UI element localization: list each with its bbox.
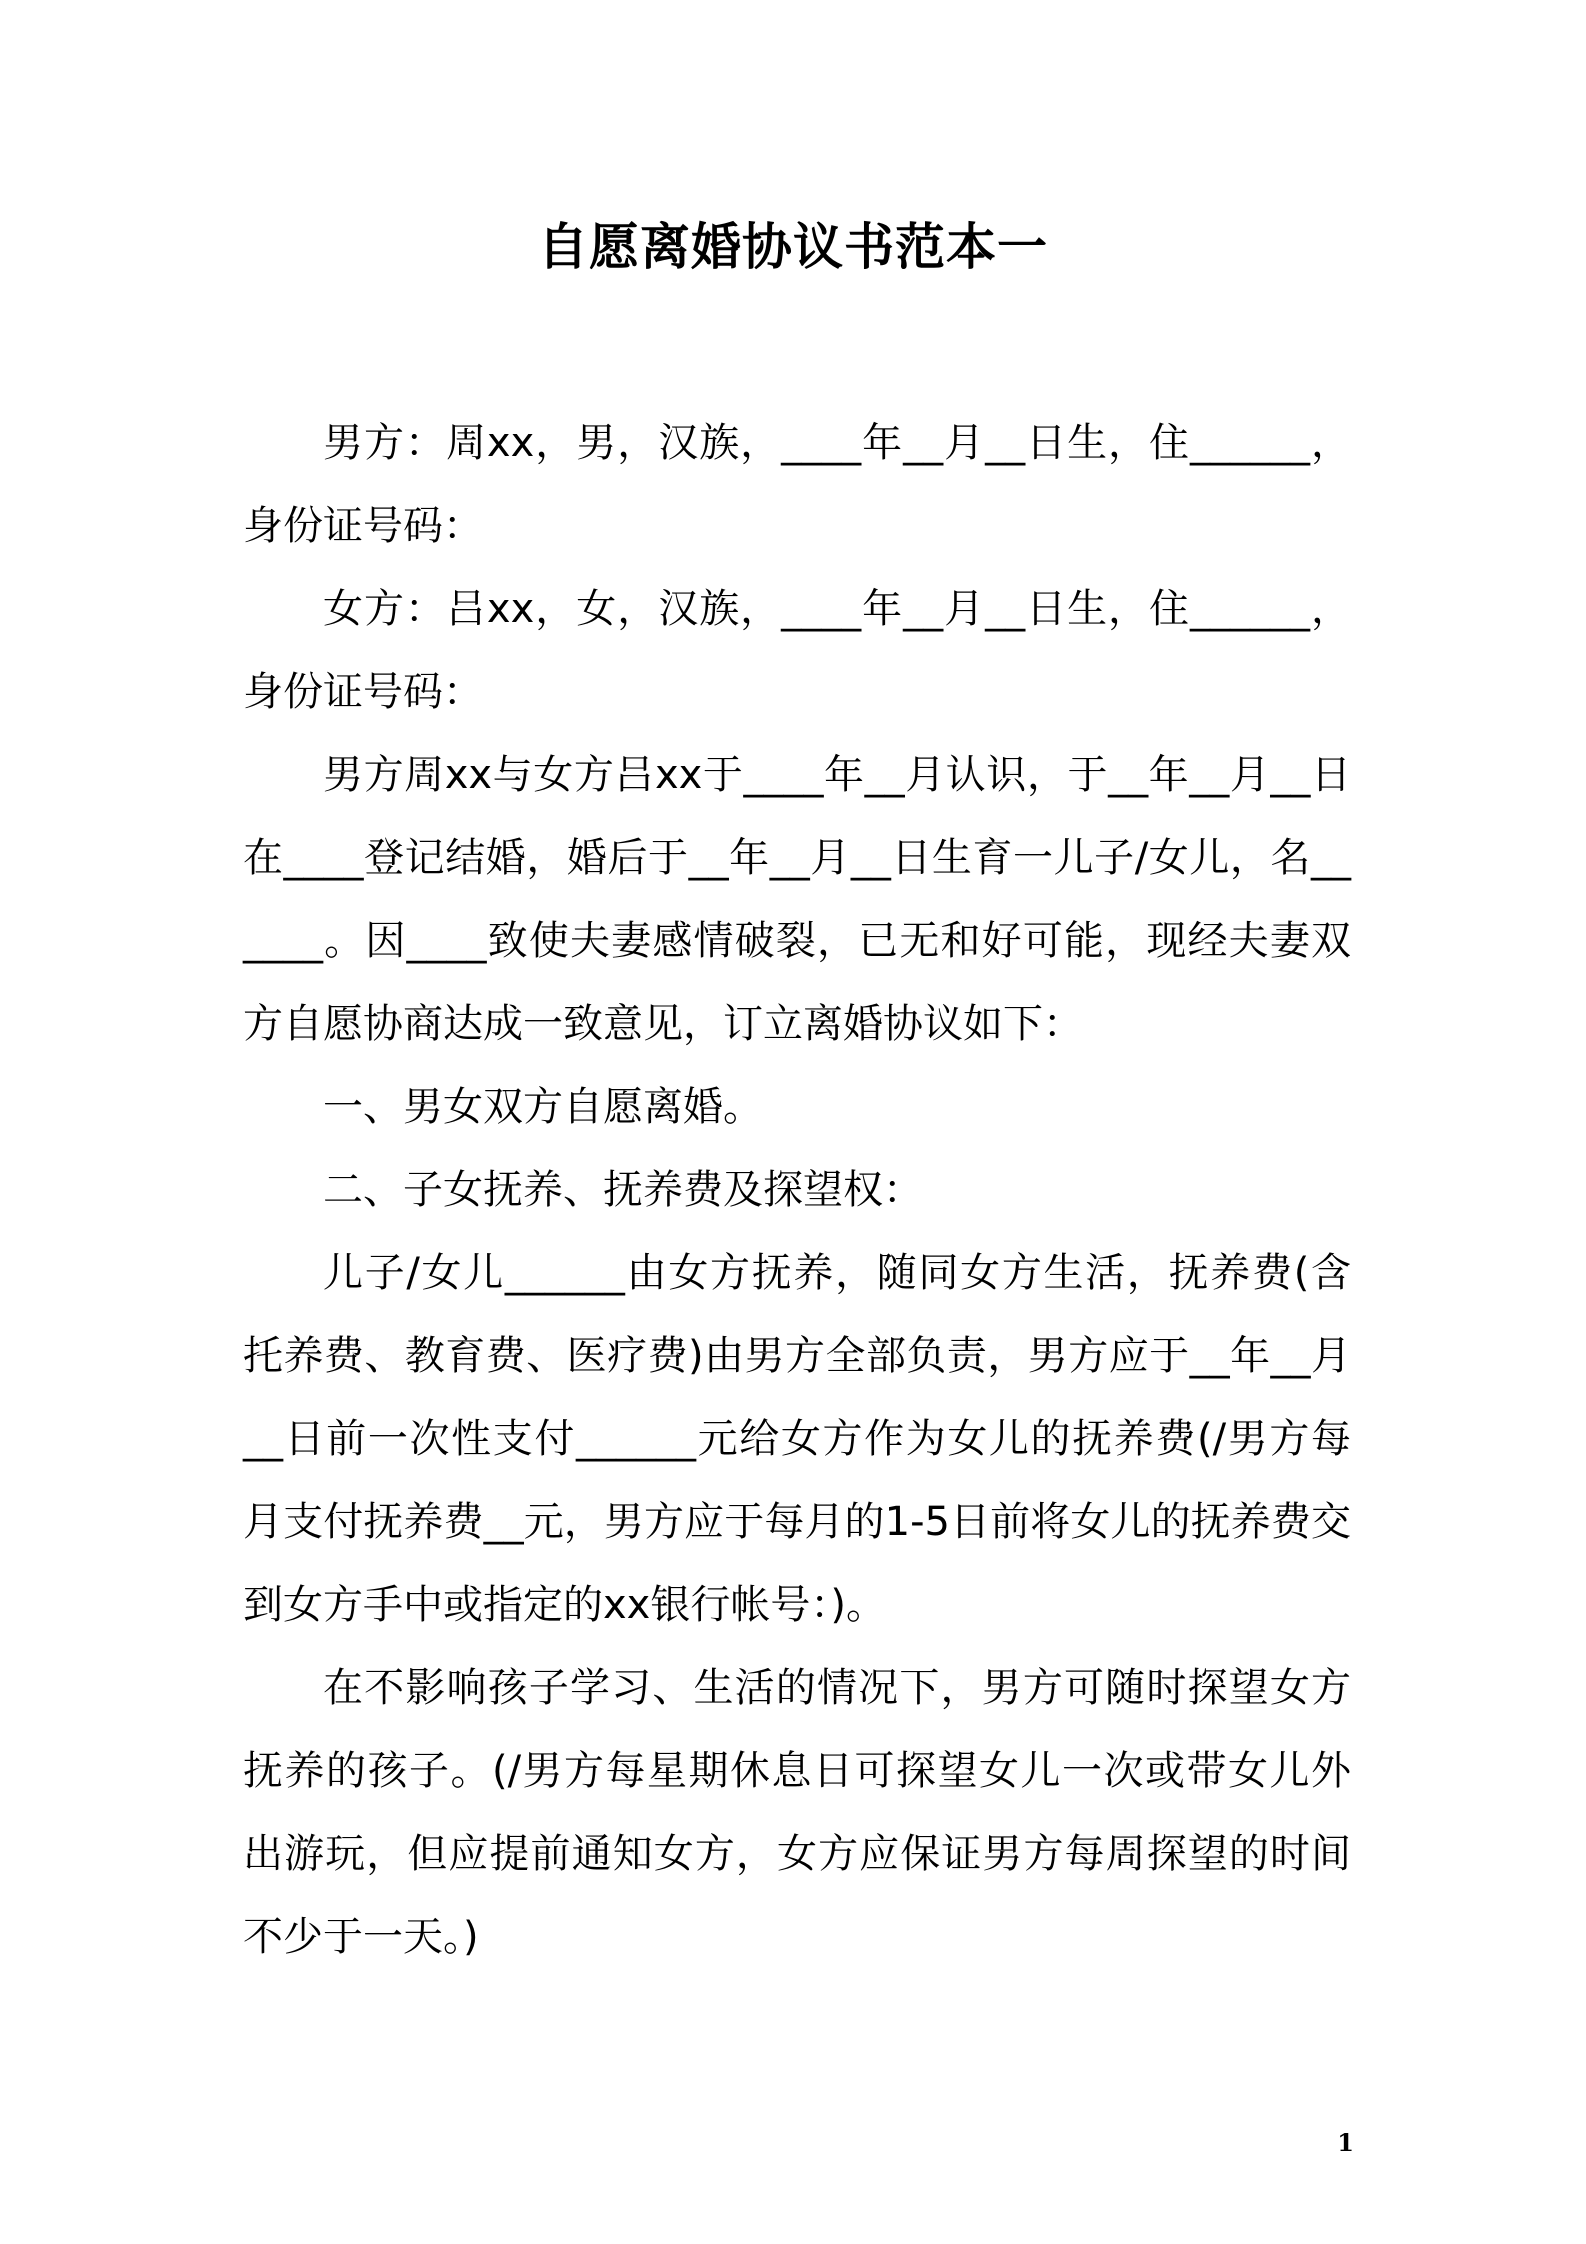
paragraph-clause-1: 一、男女双方自愿离婚。 — [323, 1084, 763, 1130]
paragraph-visitation: 在不影响孩子学习、生活的情况下，男方可随时探望女方抚养的孩子。(/男方每星期休息日可探望女儿一次或带女儿外出游玩，但应提前通知女方，女方应保证男方每周探望的时间不少于一天。) — [243, 1665, 1351, 1960]
document-body — [243, 402, 1351, 1979]
paragraph-background: 男方周xx与女方吕xx于____年__月认识，于__年__月__日在____登记结婚，婚后于__年__月__日生育一儿子/女儿，名______。因____致使夫妻感情破裂，已无和好可能，现经夫妻双方自愿协商达成一致意见，订立离婚协议如下： — [243, 752, 1351, 1047]
document-title: 自愿离婚协议书范本一 — [538, 218, 1048, 276]
paragraph-male-party: 男方：周xx，男，汉族，____年__月__日生，住______，身份证号码： — [243, 420, 1351, 549]
paragraph-custody: 儿子/女儿______由女方抚养，随同女方生活，抚养费(含托养费、教育费、医疗费)由男方全部负责，男方应于__年__月__日前一次性支付______元给女方作为女儿的抚养费(/男方每月支付抚养费__元，男方应于每月的1-5日前将女儿的抚养费交到女方手中或指定的xx银行帐号：)。 — [243, 1250, 1351, 1628]
paragraph-female-party: 女方：吕xx，女，汉族，____年__月__日生，住______，身份证号码： — [243, 586, 1351, 715]
paragraph-clause-2-heading: 二、子女抚养、抚养费及探望权： — [323, 1167, 923, 1213]
page-number: 1 — [1337, 2128, 1354, 2157]
